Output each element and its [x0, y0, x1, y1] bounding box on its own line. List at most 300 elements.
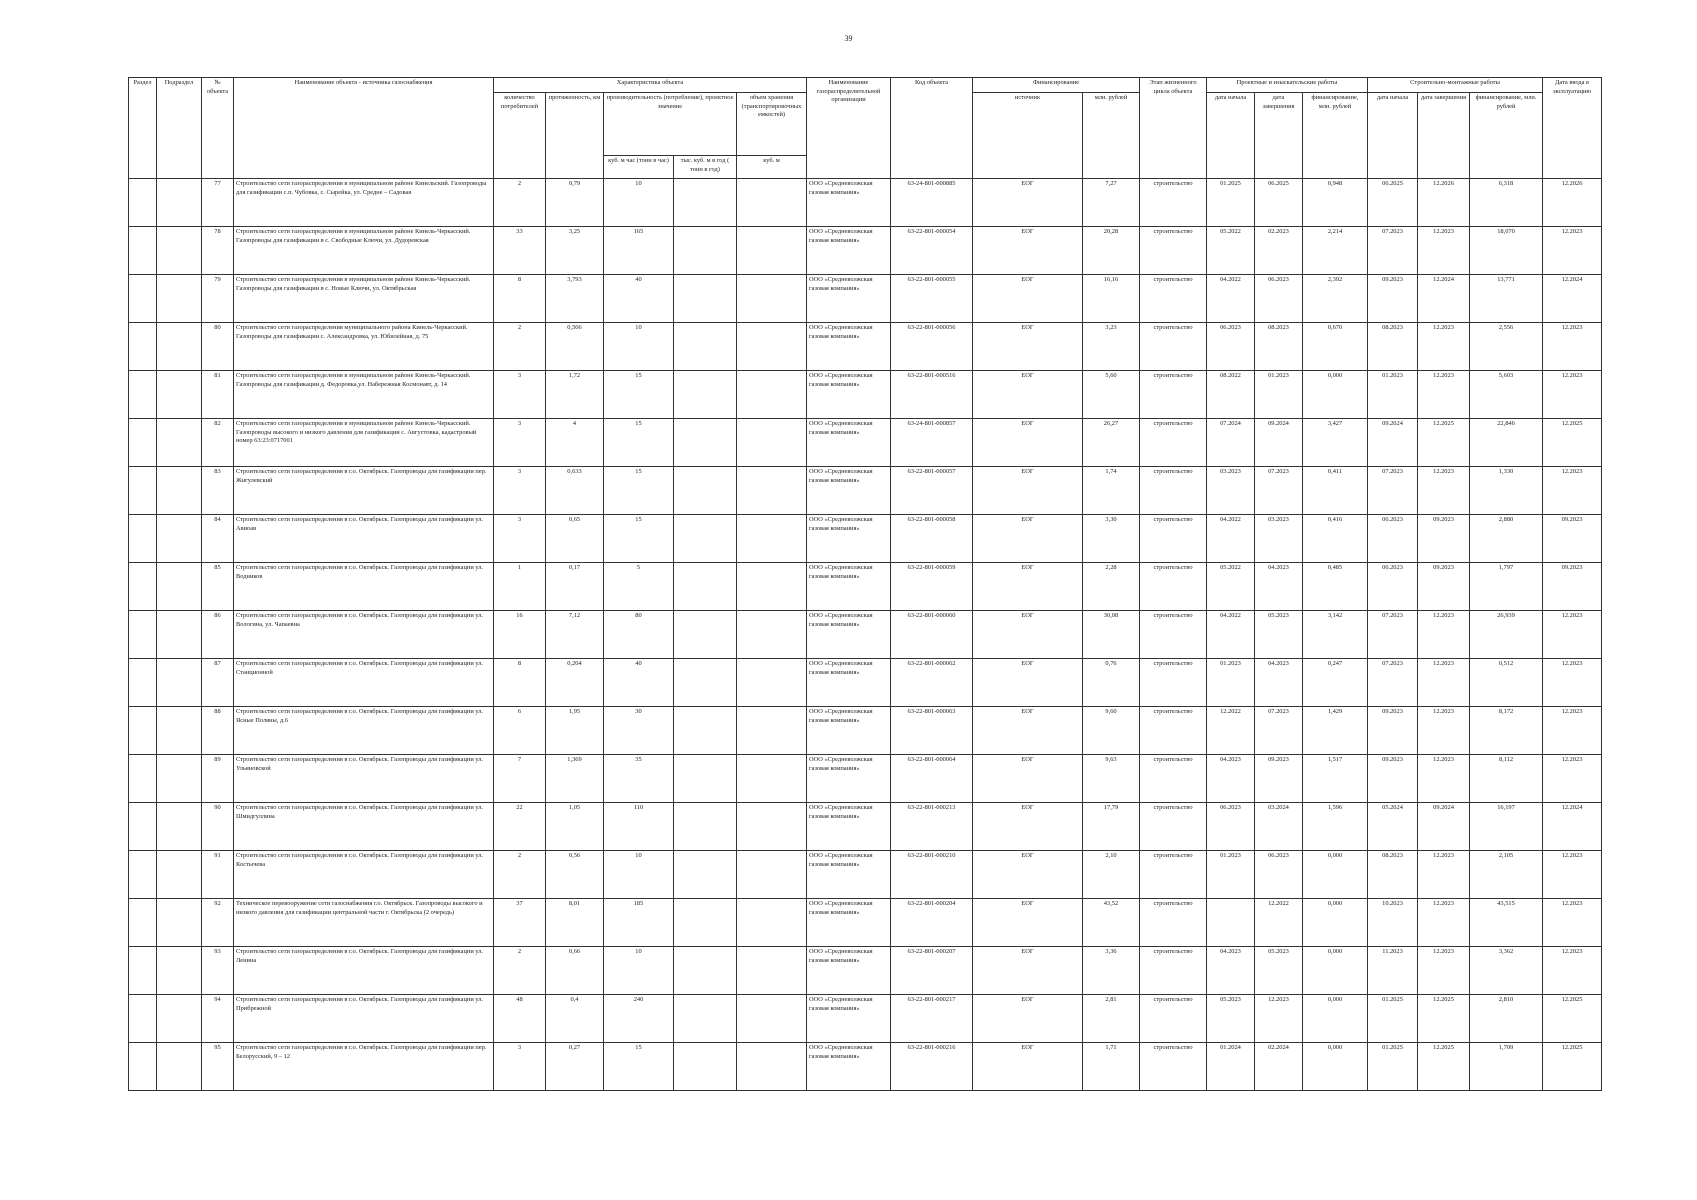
- cell-cap-year: [674, 179, 737, 227]
- cell-design-end: 06.2023: [1255, 275, 1303, 323]
- cell-consumers: 3: [494, 419, 546, 467]
- cell-cap-hour: 10: [604, 179, 674, 227]
- cell-construction-start: 06.2025: [1368, 179, 1418, 227]
- cell-design-fin: 0,411: [1303, 467, 1368, 515]
- cell-length: 1,05: [546, 803, 604, 851]
- cell-construction-start: 09.2023: [1368, 275, 1418, 323]
- cell-construction-end: 12.2023: [1418, 899, 1470, 947]
- cell-object-number: 95: [202, 1043, 234, 1091]
- cell-cap-year: [674, 323, 737, 371]
- cell-object-number: 77: [202, 179, 234, 227]
- cell-object-number: 91: [202, 851, 234, 899]
- cell-razdel: [129, 323, 157, 371]
- cell-length: 4: [546, 419, 604, 467]
- cell-stage: строительство: [1140, 803, 1207, 851]
- cell-org-name: ООО «Средневолжская газовая компания»: [807, 275, 891, 323]
- cell-cap-year: [674, 227, 737, 275]
- cell-length: 8,01: [546, 899, 604, 947]
- cell-design-fin: 3,427: [1303, 419, 1368, 467]
- cell-storage: [737, 851, 807, 899]
- cell-length: 0,633: [546, 467, 604, 515]
- cell-construction-end: 09.2024: [1418, 803, 1470, 851]
- cell-design-start: 06.2023: [1207, 323, 1255, 371]
- cell-object-code: 63-22-801-000207: [891, 947, 973, 995]
- cell-stage: строительство: [1140, 275, 1207, 323]
- cell-design-fin: 0,416: [1303, 515, 1368, 563]
- cell-commission-date: 12.2023: [1543, 371, 1602, 419]
- cell-fin-amount: 3,30: [1083, 515, 1140, 563]
- cell-object-number: 92: [202, 899, 234, 947]
- cell-fin-amount: 30,08: [1083, 611, 1140, 659]
- cell-construction-fin: 5,603: [1470, 371, 1543, 419]
- cell-object-code: 63-22-801-000056: [891, 323, 973, 371]
- header-cap-hour: куб. м час (тонн в час): [604, 156, 674, 179]
- cell-construction-end: 12.2023: [1418, 851, 1470, 899]
- header-characteristics: Характеристика объекта: [494, 78, 807, 93]
- cell-object-number: 94: [202, 995, 234, 1043]
- cell-consumers: 3: [494, 371, 546, 419]
- cell-design-end: 03.2024: [1255, 803, 1303, 851]
- cell-object-number: 90: [202, 803, 234, 851]
- cell-cap-hour: 30: [604, 707, 674, 755]
- cell-razdel: [129, 275, 157, 323]
- cell-cap-hour: 165: [604, 227, 674, 275]
- cell-design-end: 06.2023: [1255, 851, 1303, 899]
- header-org-name: Наименование газораспределительной организации: [807, 78, 891, 179]
- cell-object-name: Строительство сети газораспределения в муниципальном районе Кинель-Черкасский. Газопроводы для газификации в с. Новые Ключи, ул. Октябрьская: [234, 275, 494, 323]
- cell-construction-end: 12.2023: [1418, 707, 1470, 755]
- cell-design-end: 08.2023: [1255, 323, 1303, 371]
- cell-consumers: 3: [494, 1043, 546, 1091]
- header-razdel: Раздел: [129, 78, 157, 179]
- header-stage: Этап жизненного цикла объекта: [1140, 78, 1207, 179]
- cell-object-number: 83: [202, 467, 234, 515]
- cell-razdel: [129, 179, 157, 227]
- cell-design-end: 06.2025: [1255, 179, 1303, 227]
- cell-fin-amount: 5,60: [1083, 371, 1140, 419]
- table-row: [129, 899, 1602, 947]
- cell-fin-amount: 9,60: [1083, 707, 1140, 755]
- cell-design-end: 09.2024: [1255, 419, 1303, 467]
- cell-construction-start: 07.2023: [1368, 227, 1418, 275]
- cell-object-code: 63-22-801-000055: [891, 275, 973, 323]
- cell-object-code: 63-24-801-000885: [891, 179, 973, 227]
- cell-fin-source: ЕОГ: [973, 563, 1083, 611]
- table-row: [129, 467, 1602, 515]
- cell-length: 0,204: [546, 659, 604, 707]
- cell-storage: [737, 515, 807, 563]
- header-design-works: Проектные и изыскательские работы: [1207, 78, 1368, 93]
- cell-design-fin: 2,392: [1303, 275, 1368, 323]
- cell-cap-hour: 40: [604, 659, 674, 707]
- cell-construction-start: 11.2023: [1368, 947, 1418, 995]
- cell-fin-source: ЕОГ: [973, 275, 1083, 323]
- cell-org-name: ООО «Средневолжская газовая компания»: [807, 371, 891, 419]
- cell-construction-start: 10.2023: [1368, 899, 1418, 947]
- cell-storage: [737, 563, 807, 611]
- cell-length: 3,793: [546, 275, 604, 323]
- cell-construction-end: 12.2023: [1418, 467, 1470, 515]
- cell-design-start: 04.2022: [1207, 275, 1255, 323]
- cell-construction-fin: 2,105: [1470, 851, 1543, 899]
- cell-storage: [737, 611, 807, 659]
- cell-length: 0,79: [546, 179, 604, 227]
- cell-construction-end: 12.2023: [1418, 755, 1470, 803]
- cell-fin-amount: 7,27: [1083, 179, 1140, 227]
- cell-fin-source: ЕОГ: [973, 803, 1083, 851]
- cell-design-start: 01.2025: [1207, 179, 1255, 227]
- cell-design-start: 04.2022: [1207, 611, 1255, 659]
- cell-fin-amount: 0,76: [1083, 659, 1140, 707]
- cell-cap-hour: 15: [604, 467, 674, 515]
- cell-construction-start: 07.2023: [1368, 467, 1418, 515]
- cell-cap-year: [674, 563, 737, 611]
- cell-fin-source: ЕОГ: [973, 371, 1083, 419]
- cell-construction-fin: 1,709: [1470, 1043, 1543, 1091]
- cell-stage: строительство: [1140, 611, 1207, 659]
- cell-design-end: 12.2022: [1255, 899, 1303, 947]
- cell-consumers: 3: [494, 467, 546, 515]
- cell-cap-hour: 40: [604, 275, 674, 323]
- cell-object-name: Строительство сети газораспределения в г.о. Октябрьск. Газопроводы для газификации ул. Станционной: [234, 659, 494, 707]
- cell-cap-hour: 110: [604, 803, 674, 851]
- cell-stage: строительство: [1140, 323, 1207, 371]
- cell-org-name: ООО «Средневолжская газовая компания»: [807, 803, 891, 851]
- cell-design-fin: 0,000: [1303, 371, 1368, 419]
- cell-object-number: 78: [202, 227, 234, 275]
- cell-object-name: Строительство сети газораспределения в г.о. Октябрьск. Газопроводы для газификации ул. Ленина: [234, 947, 494, 995]
- cell-construction-start: 09.2023: [1368, 707, 1418, 755]
- cell-stage: строительство: [1140, 1043, 1207, 1091]
- cell-cap-year: [674, 707, 737, 755]
- cell-fin-amount: 1,71: [1083, 1043, 1140, 1091]
- cell-design-start: 01.2024: [1207, 1043, 1255, 1091]
- cell-design-start: 05.2023: [1207, 995, 1255, 1043]
- cell-podrazdel: [157, 707, 202, 755]
- cell-consumers: 6: [494, 707, 546, 755]
- cell-design-start: 05.2022: [1207, 227, 1255, 275]
- cell-fin-amount: 26,27: [1083, 419, 1140, 467]
- cell-razdel: [129, 659, 157, 707]
- cell-design-fin: 0,000: [1303, 899, 1368, 947]
- cell-object-code: 63-22-801-000516: [891, 371, 973, 419]
- cell-construction-fin: 2,880: [1470, 515, 1543, 563]
- cell-razdel: [129, 611, 157, 659]
- cell-storage: [737, 467, 807, 515]
- cell-design-start: 04.2022: [1207, 515, 1255, 563]
- cell-org-name: ООО «Средневолжская газовая компания»: [807, 467, 891, 515]
- cell-design-start: 07.2024: [1207, 419, 1255, 467]
- cell-podrazdel: [157, 179, 202, 227]
- table-row: [129, 755, 1602, 803]
- cell-fin-source: ЕОГ: [973, 707, 1083, 755]
- cell-object-number: 82: [202, 419, 234, 467]
- cell-design-end: 01.2023: [1255, 371, 1303, 419]
- cell-object-number: 88: [202, 707, 234, 755]
- cell-storage: [737, 179, 807, 227]
- cell-consumers: 2: [494, 323, 546, 371]
- cell-razdel: [129, 227, 157, 275]
- cell-commission-date: 12.2023: [1543, 611, 1602, 659]
- cell-fin-amount: 43,52: [1083, 899, 1140, 947]
- cell-design-start: 03.2023: [1207, 467, 1255, 515]
- cell-design-fin: 0,000: [1303, 947, 1368, 995]
- cell-commission-date: 12.2026: [1543, 179, 1602, 227]
- cell-podrazdel: [157, 227, 202, 275]
- cell-storage: [737, 707, 807, 755]
- cell-object-code: 63-22-801-000217: [891, 995, 973, 1043]
- cell-construction-fin: 18,070: [1470, 227, 1543, 275]
- cell-consumers: 37: [494, 899, 546, 947]
- cell-design-end: 04.2023: [1255, 659, 1303, 707]
- cell-fin-source: ЕОГ: [973, 179, 1083, 227]
- cell-construction-fin: 1,330: [1470, 467, 1543, 515]
- cell-construction-end: 12.2026: [1418, 179, 1470, 227]
- cell-construction-end: 12.2023: [1418, 611, 1470, 659]
- cell-storage: [737, 371, 807, 419]
- cell-fin-source: ЕОГ: [973, 659, 1083, 707]
- cell-object-name: Строительство сети газораспределения в г.о. Октябрьск. Газопроводы для газификации ул. Вологина, ул. Чапаевна: [234, 611, 494, 659]
- header-object-name: Наименование объекта - источника газоснабжения: [234, 78, 494, 179]
- cell-cap-hour: 15: [604, 371, 674, 419]
- cell-commission-date: 12.2023: [1543, 323, 1602, 371]
- cell-object-name: Техническое перевооружение сети газоснабжения г.о. Октябрьск. Газопроводы высокого и низкого давления для газификации центральной части г. Октябрьска (2 очередь): [234, 899, 494, 947]
- cell-design-end: 03.2023: [1255, 515, 1303, 563]
- cell-razdel: [129, 851, 157, 899]
- cell-design-end: 07.2023: [1255, 467, 1303, 515]
- cell-commission-date: 12.2023: [1543, 899, 1602, 947]
- table-row: [129, 515, 1602, 563]
- cell-design-start: 08.2022: [1207, 371, 1255, 419]
- cell-object-code: 63-22-801-000063: [891, 707, 973, 755]
- cell-cap-hour: 15: [604, 515, 674, 563]
- cell-object-number: 80: [202, 323, 234, 371]
- cell-construction-end: 12.2023: [1418, 227, 1470, 275]
- cell-consumers: 33: [494, 227, 546, 275]
- cell-razdel: [129, 419, 157, 467]
- header-object-code: Код объекта: [891, 78, 973, 179]
- cell-design-fin: 1,517: [1303, 755, 1368, 803]
- cell-design-fin: 0,000: [1303, 995, 1368, 1043]
- cell-object-number: 89: [202, 755, 234, 803]
- cell-object-code: 63-22-801-000210: [891, 851, 973, 899]
- header-construction-fin: финансирование, млн. рублей: [1470, 93, 1543, 179]
- cell-object-code: 63-22-801-000216: [891, 1043, 973, 1091]
- header-podrazdel: Подраздел: [157, 78, 202, 179]
- cell-construction-end: 12.2023: [1418, 371, 1470, 419]
- cell-razdel: [129, 803, 157, 851]
- cell-storage: [737, 275, 807, 323]
- cell-design-start: [1207, 899, 1255, 947]
- cell-storage: [737, 947, 807, 995]
- cell-consumers: 22: [494, 803, 546, 851]
- table-row: [129, 371, 1602, 419]
- cell-cap-hour: 10: [604, 947, 674, 995]
- cell-construction-fin: 2,810: [1470, 995, 1543, 1043]
- cell-fin-amount: 3,36: [1083, 947, 1140, 995]
- cell-stage: строительство: [1140, 515, 1207, 563]
- table-row: [129, 419, 1602, 467]
- cell-construction-fin: 13,771: [1470, 275, 1543, 323]
- cell-razdel: [129, 371, 157, 419]
- cell-razdel: [129, 1043, 157, 1091]
- cell-podrazdel: [157, 851, 202, 899]
- cell-cap-hour: 15: [604, 419, 674, 467]
- cell-design-start: 04.2023: [1207, 755, 1255, 803]
- table-row: [129, 275, 1602, 323]
- cell-fin-amount: 3,23: [1083, 323, 1140, 371]
- cell-design-fin: 0,670: [1303, 323, 1368, 371]
- table-row: [129, 803, 1602, 851]
- cell-podrazdel: [157, 371, 202, 419]
- cell-stage: строительство: [1140, 563, 1207, 611]
- cell-construction-fin: 8,112: [1470, 755, 1543, 803]
- cell-length: 0,506: [546, 323, 604, 371]
- cell-fin-amount: 2,28: [1083, 563, 1140, 611]
- cell-cap-hour: 35: [604, 755, 674, 803]
- cell-fin-amount: 1,74: [1083, 467, 1140, 515]
- cell-cap-year: [674, 1043, 737, 1091]
- cell-org-name: ООО «Средневолжская газовая компания»: [807, 227, 891, 275]
- table-row: [129, 1043, 1602, 1091]
- cell-fin-amount: 2,10: [1083, 851, 1140, 899]
- cell-construction-start: 01.2025: [1368, 1043, 1418, 1091]
- header-storage: объем хранения (транспортировочных емкостей): [737, 93, 807, 156]
- cell-design-fin: 0,247: [1303, 659, 1368, 707]
- cell-org-name: ООО «Средневолжская газовая компания»: [807, 515, 891, 563]
- cell-stage: строительство: [1140, 371, 1207, 419]
- cell-stage: строительство: [1140, 947, 1207, 995]
- cell-object-name: Строительство сети газораспределения в муниципальном районе Кинельский. Газопроводы для газификации с.п. Чубовка, с. Сырейка, ул. Средне – Садовая: [234, 179, 494, 227]
- cell-podrazdel: [157, 755, 202, 803]
- cell-object-number: 87: [202, 659, 234, 707]
- cell-fin-source: ЕОГ: [973, 899, 1083, 947]
- cell-commission-date: 12.2025: [1543, 995, 1602, 1043]
- table-row: [129, 227, 1602, 275]
- cell-construction-start: 09.2024: [1368, 419, 1418, 467]
- cell-construction-fin: 3,362: [1470, 947, 1543, 995]
- cell-object-name: Строительство сети газораспределения в г.о. Октябрьск. Газопроводы для газификации ул. Ясные Поляны, д.6: [234, 707, 494, 755]
- cell-object-number: 84: [202, 515, 234, 563]
- table-row: [129, 707, 1602, 755]
- cell-object-code: 63-22-801-000059: [891, 563, 973, 611]
- cell-cap-year: [674, 515, 737, 563]
- cell-stage: строительство: [1140, 995, 1207, 1043]
- cell-construction-fin: 8,172: [1470, 707, 1543, 755]
- cell-fin-source: ЕОГ: [973, 1043, 1083, 1091]
- cell-design-fin: 1,596: [1303, 803, 1368, 851]
- cell-commission-date: 12.2024: [1543, 275, 1602, 323]
- cell-object-name: Строительство сети газораспределения в г.о. Октябрьск. Газопроводы для газификации ул. Авиоав: [234, 515, 494, 563]
- cell-design-fin: 1,429: [1303, 707, 1368, 755]
- cell-storage: [737, 323, 807, 371]
- cell-cap-year: [674, 947, 737, 995]
- cell-razdel: [129, 563, 157, 611]
- cell-construction-start: 07.2023: [1368, 659, 1418, 707]
- cell-podrazdel: [157, 563, 202, 611]
- cell-object-code: 63-22-801-000062: [891, 659, 973, 707]
- cell-org-name: ООО «Средневолжская газовая компания»: [807, 1043, 891, 1091]
- cell-podrazdel: [157, 275, 202, 323]
- cell-razdel: [129, 755, 157, 803]
- cell-length: 1,72: [546, 371, 604, 419]
- cell-construction-end: 12.2023: [1418, 323, 1470, 371]
- cell-design-end: 02.2023: [1255, 227, 1303, 275]
- header-financing: Финансирование: [973, 78, 1140, 93]
- cell-commission-date: 12.2023: [1543, 755, 1602, 803]
- cell-cap-year: [674, 419, 737, 467]
- cell-org-name: ООО «Средневолжская газовая компания»: [807, 995, 891, 1043]
- cell-commission-date: 09.2023: [1543, 563, 1602, 611]
- cell-construction-start: 07.2023: [1368, 611, 1418, 659]
- cell-commission-date: 12.2025: [1543, 1043, 1602, 1091]
- cell-org-name: ООО «Средневолжская газовая компания»: [807, 179, 891, 227]
- table-row: [129, 995, 1602, 1043]
- cell-stage: строительство: [1140, 659, 1207, 707]
- cell-design-end: 04.2023: [1255, 563, 1303, 611]
- cell-consumers: 7: [494, 755, 546, 803]
- table-row: [129, 323, 1602, 371]
- cell-construction-start: 06.2023: [1368, 563, 1418, 611]
- cell-fin-source: ЕОГ: [973, 515, 1083, 563]
- cell-consumers: 48: [494, 995, 546, 1043]
- cell-cap-hour: 10: [604, 323, 674, 371]
- cell-object-code: 63-22-801-000060: [891, 611, 973, 659]
- cell-object-code: 63-22-801-000064: [891, 755, 973, 803]
- cell-object-name: Строительство сети газораспределения в г.о. Октябрьск. Газопроводы для газификации ул. Водников: [234, 563, 494, 611]
- cell-fin-source: ЕОГ: [973, 947, 1083, 995]
- cell-construction-fin: 22,846: [1470, 419, 1543, 467]
- cell-cap-hour: 5: [604, 563, 674, 611]
- table-row: [129, 563, 1602, 611]
- cell-object-code: 63-22-801-000058: [891, 515, 973, 563]
- cell-commission-date: 09.2023: [1543, 515, 1602, 563]
- cell-construction-fin: 2,556: [1470, 323, 1543, 371]
- table-row: [129, 179, 1602, 227]
- cell-fin-source: ЕОГ: [973, 419, 1083, 467]
- cell-design-fin: 0,000: [1303, 1043, 1368, 1091]
- table-row: [129, 659, 1602, 707]
- header-fin-amount: млн. рублей: [1083, 93, 1140, 179]
- cell-cap-year: [674, 899, 737, 947]
- cell-storage: [737, 755, 807, 803]
- cell-object-name: Строительство сети газораспределения муниципального района Кинель-Черкасский. Газопроводы для газификации с. Александровка, ул. Юбилейная, д. 75: [234, 323, 494, 371]
- cell-cap-year: [674, 851, 737, 899]
- cell-fin-amount: 9,63: [1083, 755, 1140, 803]
- cell-podrazdel: [157, 323, 202, 371]
- cell-construction-fin: 6,318: [1470, 179, 1543, 227]
- cell-construction-start: 06.2023: [1368, 515, 1418, 563]
- cell-org-name: ООО «Средневолжская газовая компания»: [807, 851, 891, 899]
- cell-cap-hour: 15: [604, 1043, 674, 1091]
- cell-razdel: [129, 515, 157, 563]
- cell-consumers: 8: [494, 275, 546, 323]
- cell-design-start: 12.2022: [1207, 707, 1255, 755]
- cell-commission-date: 12.2023: [1543, 227, 1602, 275]
- cell-podrazdel: [157, 467, 202, 515]
- cell-object-code: 63-24-801-000857: [891, 419, 973, 467]
- cell-storage: [737, 995, 807, 1043]
- cell-org-name: ООО «Средневолжская газовая компания»: [807, 323, 891, 371]
- cell-cap-year: [674, 275, 737, 323]
- cell-design-end: 07.2023: [1255, 707, 1303, 755]
- page-number: 39: [844, 34, 853, 43]
- cell-construction-fin: 43,515: [1470, 899, 1543, 947]
- cell-construction-end: 09.2023: [1418, 515, 1470, 563]
- table-body: [129, 179, 1602, 1091]
- cell-org-name: ООО «Средневолжская газовая компания»: [807, 707, 891, 755]
- cell-design-start: 01.2023: [1207, 851, 1255, 899]
